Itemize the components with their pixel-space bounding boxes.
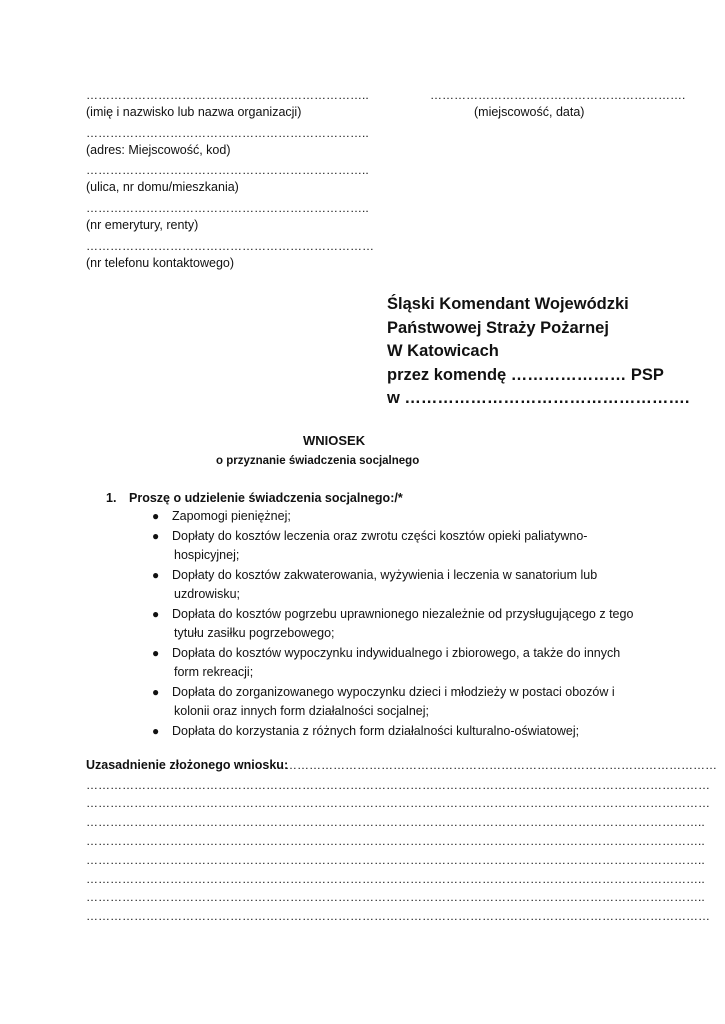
list-item-text-continued: hospicyjnej; [174,548,240,562]
addressee-line-2: Państwowej Straży Pożarnej [387,318,609,337]
addressee-block [387,293,690,411]
addressee-line-4: przez komendę ………………… PSP [387,365,664,384]
list-item-text: Dopłata do kosztów pogrzebu uprawnionego niezależnie od przysługującego z tego [172,606,634,621]
justification-label: Uzasadnienie złożonego wniosku: [86,758,289,772]
list-item[interactable] [150,644,670,683]
justification-line[interactable]: ……………………………………………………………………………………………………………………………………….. [86,890,705,904]
list-item[interactable] [150,507,670,527]
justification-line[interactable]: ……………………………………………………………………………………………………………………………………….. [86,815,705,829]
list-item-text: Dopłaty do kosztów zakwaterowania, wyżywienia i leczenia w sanatorium lub [172,567,598,582]
address-dotted-line[interactable]: …………………………………………………………….. [86,126,369,140]
bullet-icon: ● [152,528,160,543]
document-subtitle: o przyznanie świadczenia socjalnego [216,455,420,467]
document-title: WNIOSEK [303,433,366,448]
justification-line[interactable]: ………………………………………………………………………………………………………………………………………… [86,796,710,810]
address-caption: (adres: Miejscowość, kod) [86,143,231,157]
bullet-icon: ● [152,723,160,738]
section-number: 1. [106,491,117,505]
phone-caption: (nr telefonu kontaktowego) [86,256,235,270]
phone-dotted-line[interactable]: ……………………………………………………………… [86,239,374,253]
pension-dotted-line[interactable]: …………………………………………………………….. [86,201,369,215]
list-item-text: Dopłata do zorganizowanego wypoczynku dzieci i młodzieży w postaci obozów i [172,684,615,699]
list-item-text-continued: form rekreacji; [174,665,254,679]
street-dotted-line[interactable]: …………………………………………………………….. [86,163,369,177]
justification-line[interactable]: ……………………………………………………………………………………………………………………………………….. [86,872,705,886]
addressee-line-1: Śląski Komendant Wojewódzki [387,295,629,313]
list-item-text: Dopłata do kosztów wypoczynku indywidualnego i zbiorowego, a także do innych [172,645,621,660]
list-item-text: Zapomogi pieniężnej; [172,509,291,523]
place-date-caption: (miejscowość, data) [474,105,585,119]
bullet-icon: ● [152,509,160,523]
list-item[interactable] [150,527,670,566]
bullet-icon: ● [152,684,160,699]
list-item[interactable] [150,605,670,644]
list-item-text-continued: kolonii oraz innych form działalności socjalnej; [174,704,429,718]
justification-line[interactable]: ……………………………………………………………………………………………………………………………………….. [86,853,705,867]
bullet-icon: ● [152,645,160,660]
addressee-line-3: W Katowicach [387,342,499,360]
list-item-text: Dopłata do korzystania z różnych form działalności kulturalno-oświatowej; [172,723,580,738]
list-item[interactable] [150,722,670,742]
name-dotted-line[interactable]: …………………………………………………………….. [86,88,369,102]
list-item-text-continued: tytułu zasiłku pogrzebowego; [174,626,335,640]
list-item-text-continued: uzdrowisku; [174,587,240,601]
addressee-line-5: w ……………………………………………. [387,389,690,407]
place-date-dotted-line[interactable]: ………………………………………………………. [430,88,686,102]
list-item[interactable] [150,683,670,722]
name-caption: (imię i nazwisko lub nazwa organizacji) [86,105,302,119]
pension-caption: (nr emerytury, renty) [86,218,199,232]
street-caption: (ulica, nr domu/mieszkania) [86,180,239,194]
bullet-icon: ● [152,567,160,582]
bullet-icon: ● [152,606,160,621]
list-item-text: Dopłaty do kosztów leczenia oraz zwrotu części kosztów opieki paliatywno- [172,528,588,543]
list-item[interactable] [150,566,670,605]
benefit-options-list [150,507,670,741]
justification-line[interactable]: ……………………………………………………………………………………………………………………………………….. [86,834,705,848]
justification-dotted-line[interactable]: ………………………………………………………………………………………………… [273,758,717,772]
section-heading: Proszę o udzielenie świadczenia socjalnego:/* [129,491,403,505]
justification-line[interactable]: ………………………………………………………………………………………………………………………………………… [86,778,710,792]
justification-line[interactable]: ………………………………………………………………………………………………………………………………………… [86,909,710,923]
